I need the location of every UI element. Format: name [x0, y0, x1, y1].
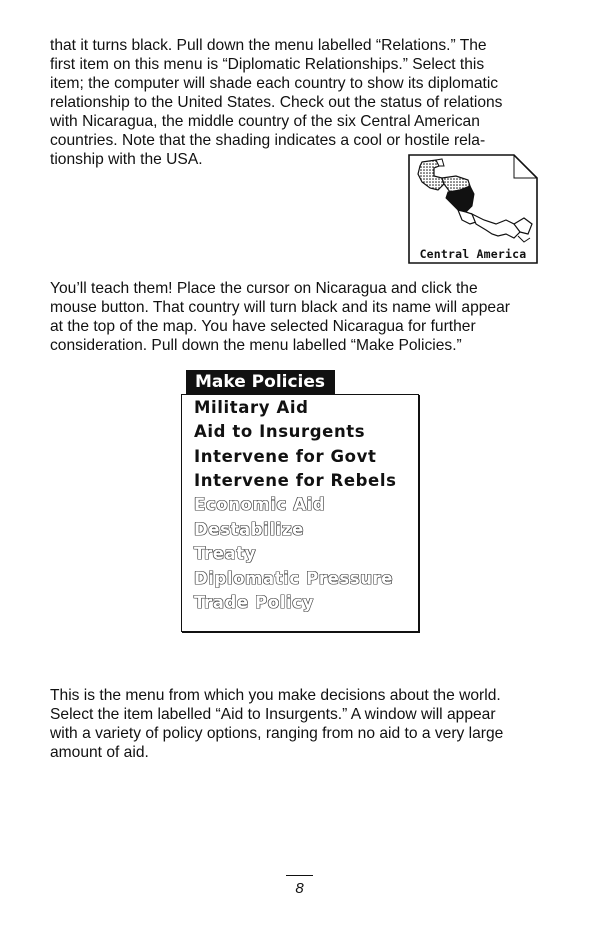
- text-line: with Nicaragua, the middle country of the six Central American: [50, 113, 480, 130]
- map-caption: Central America: [419, 247, 527, 261]
- text-line: consideration. Pull down the menu labelled “Make Policies.”: [50, 337, 462, 354]
- page-number: 8: [295, 880, 304, 897]
- menu-title-make-policies[interactable]: Make Policies: [186, 370, 335, 394]
- text-line: mouse button. That country will turn black and its name will appear: [50, 299, 510, 316]
- page-number-rule: [286, 875, 313, 876]
- menu-item-trade-policy: Trade Policy: [194, 593, 314, 612]
- text-line: You’ll teach them! Place the cursor on Nicaragua and click the: [50, 280, 478, 297]
- make-policies-menu: [181, 370, 419, 632]
- menu-item-diplomatic-pressure: Diplomatic Pressure: [194, 569, 394, 588]
- body-paragraph-3: [50, 686, 560, 762]
- menu-item-military-aid[interactable]: Military Aid: [194, 398, 309, 417]
- body-paragraph-2: [50, 279, 560, 355]
- menu-item-intervene-for-govt[interactable]: Intervene for Govt: [194, 447, 377, 466]
- text-line: tionship with the USA.: [50, 151, 203, 168]
- menu-item-intervene-for-rebels[interactable]: Intervene for Rebels: [194, 471, 397, 490]
- text-line: with a variety of policy options, ranging from no aid to a very large: [50, 725, 504, 742]
- body-paragraph-1: [50, 36, 560, 169]
- text-line: at the top of the map. You have selected Nicaragua for further: [50, 318, 476, 335]
- menu-item-aid-to-insurgents[interactable]: Aid to Insurgents: [194, 422, 366, 441]
- central-america-map: [408, 154, 538, 264]
- text-line: relationship to the United States. Check out the status of relations: [50, 94, 503, 111]
- menu-item-destabilize: Destabilize: [194, 520, 304, 539]
- text-line: Select the item labelled “Aid to Insurgents.” A window will appear: [50, 706, 496, 723]
- text-line: amount of aid.: [50, 744, 149, 761]
- text-line: countries. Note that the shading indicates a cool or hostile rela-: [50, 132, 486, 149]
- text-line: This is the menu from which you make decisions about the world.: [50, 687, 501, 704]
- text-line: item; the computer will shade each country to show its diplomatic: [50, 75, 499, 92]
- text-line: that it turns black. Pull down the menu labelled “Relations.” The: [50, 37, 487, 54]
- menu-item-economic-aid: Economic Aid: [194, 495, 326, 514]
- menu-item-treaty: Treaty: [194, 544, 257, 563]
- text-line: first item on this menu is “Diplomatic Relationships.” Select this: [50, 56, 485, 73]
